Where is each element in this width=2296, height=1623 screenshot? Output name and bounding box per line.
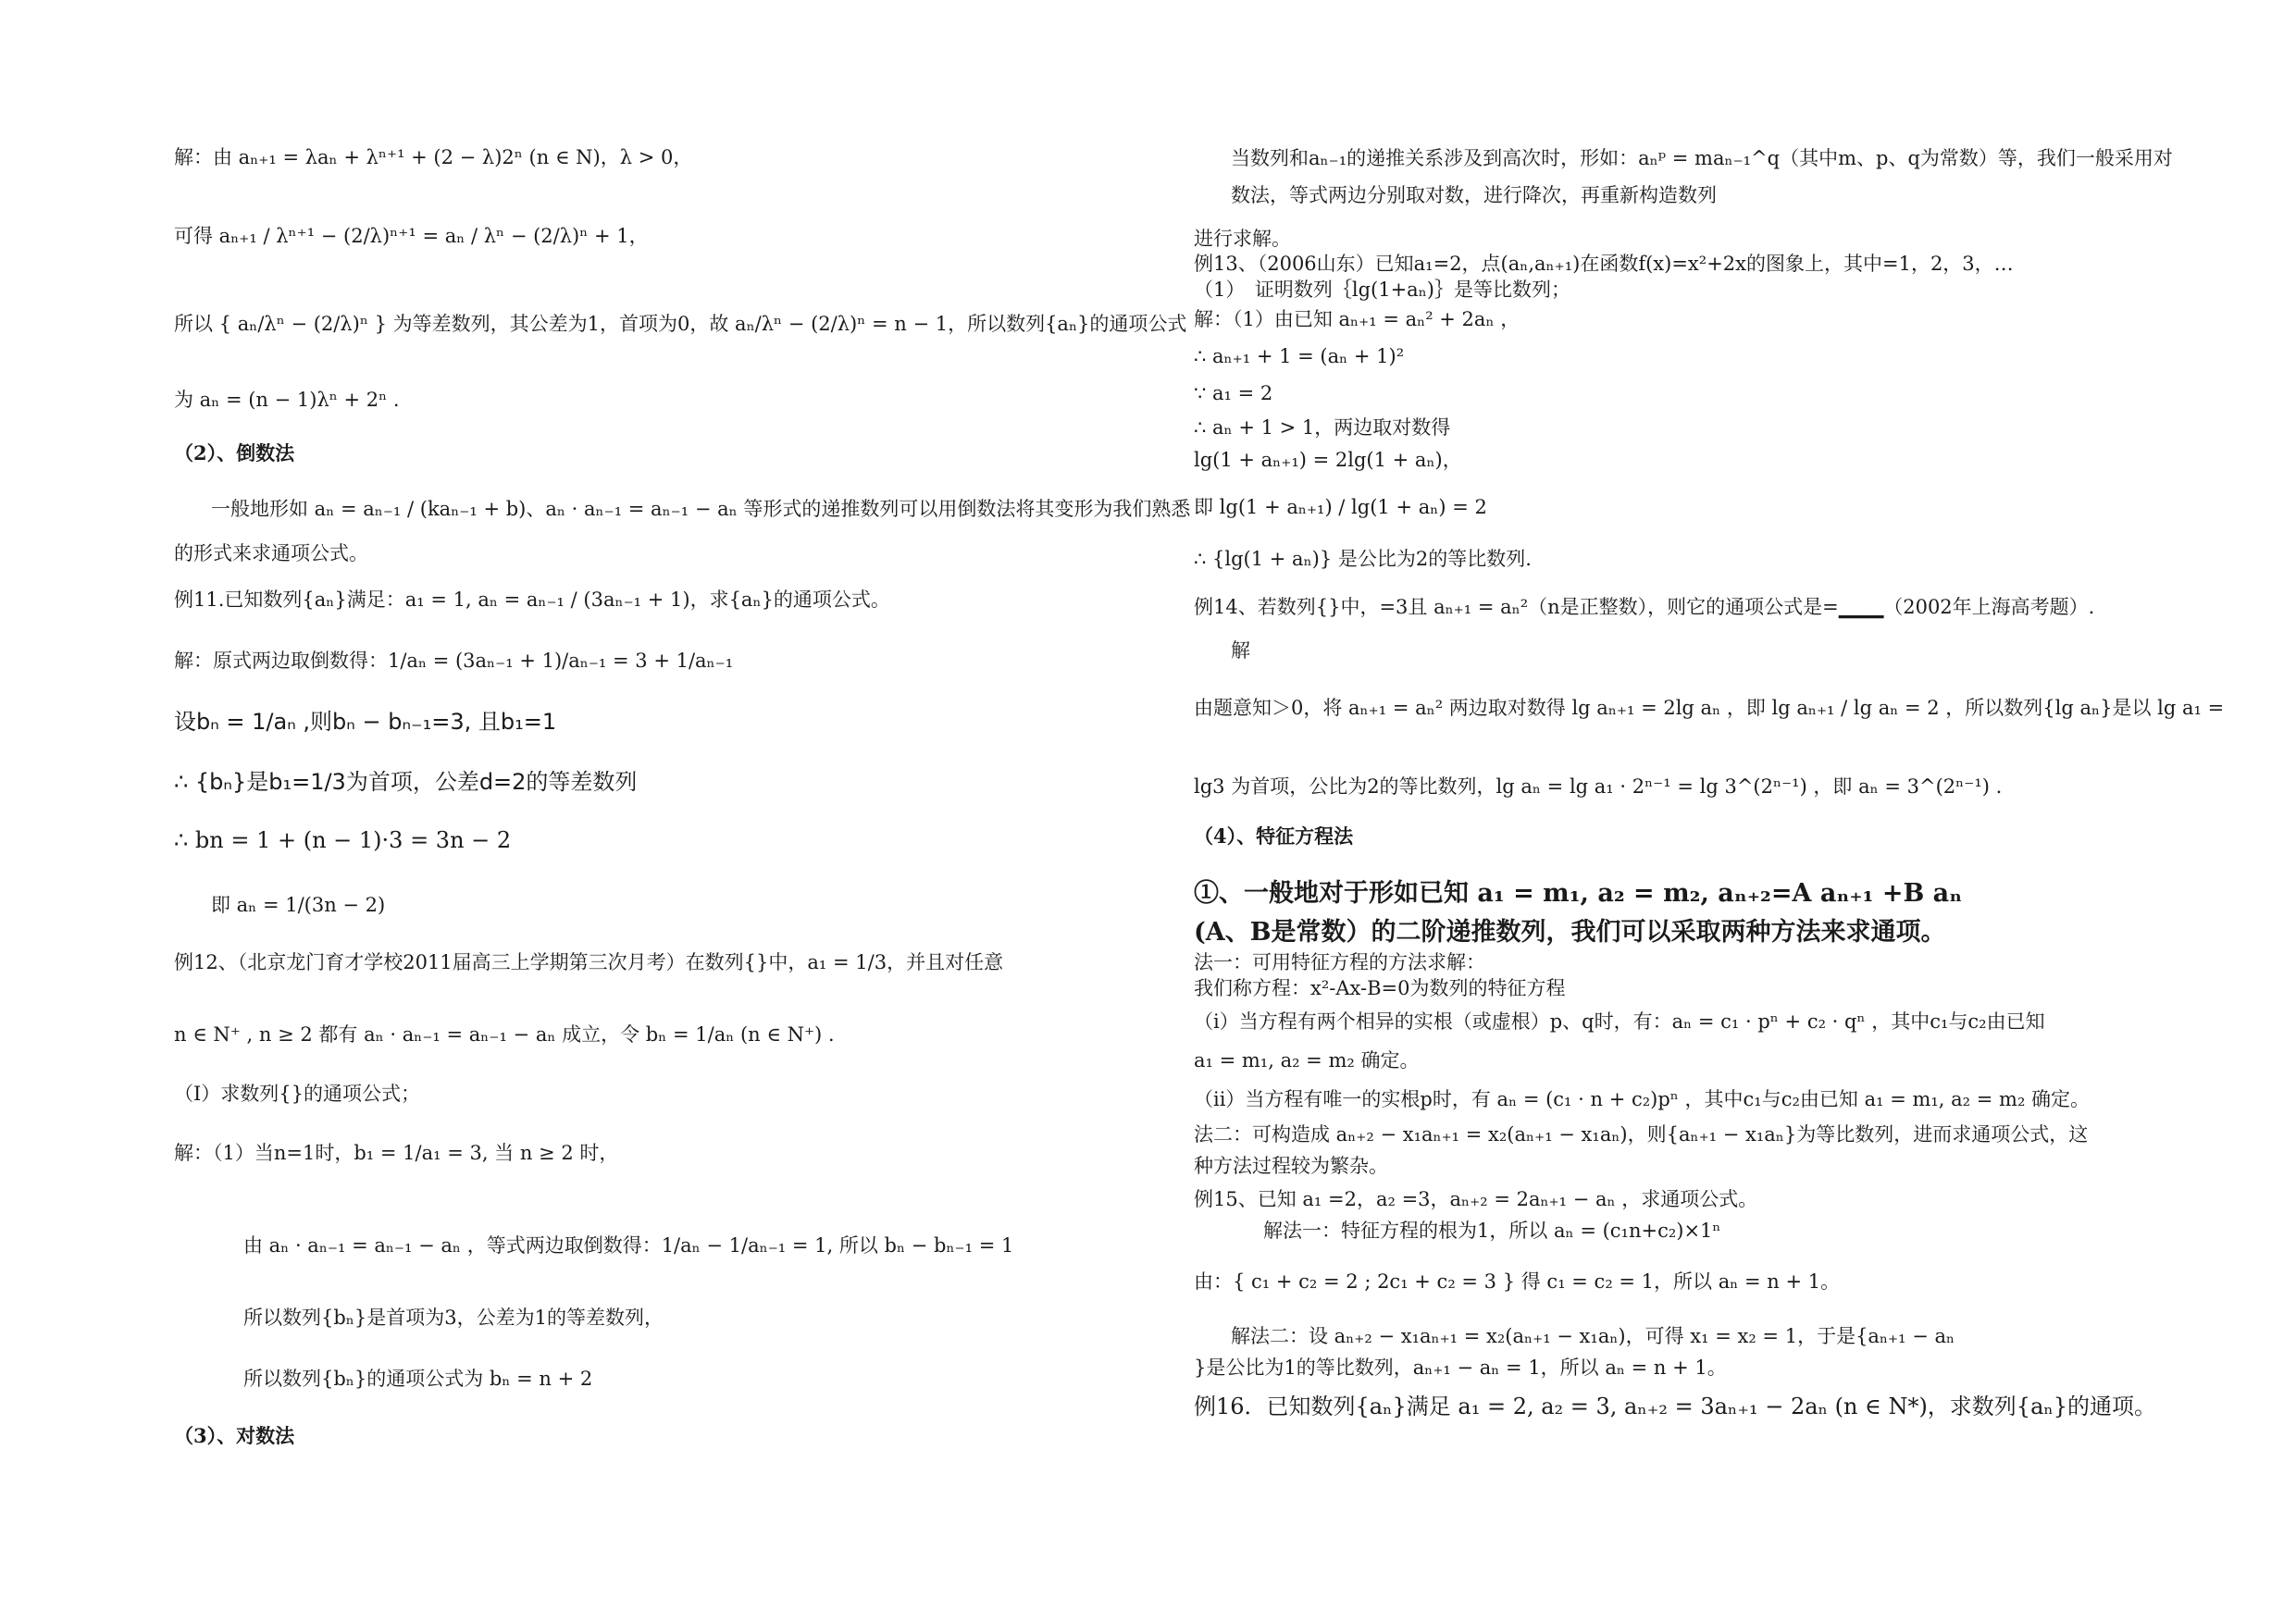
- right-text-line: ∴ aₙ + 1 > 1，两边取对数得: [1194, 416, 1451, 439]
- right-text-line: 例14、若数列{}中，=3且 aₙ₊₁ = aₙ²（n是正整数），则它的通项公式是=▁▁▁（2002年上海高考题）.: [1194, 596, 2095, 618]
- left-text-line: （Ⅰ）求数列{}的通项公式；: [174, 1083, 421, 1105]
- left-text-line: （2）、倒数法: [174, 441, 295, 465]
- left-text-line: 由 aₙ · aₙ₋₁ = aₙ₋₁ − aₙ ，等式两边取倒数得：1/aₙ − 1/aₙ₋₁ = 1, 所以 bₙ − bₙ₋₁ = 1: [243, 1234, 1014, 1257]
- right-text-line: a₁ = m₁, a₂ = m₂ 确定。: [1194, 1049, 1420, 1072]
- right-text-line: lg3 为首项，公比为2的等比数列，lg aₙ = lg a₁ · 2ⁿ⁻¹ = lg 3^(2ⁿ⁻¹) ，即 aₙ = 3^(2ⁿ⁻¹) .: [1194, 775, 2003, 798]
- left-text-line: 例11.已知数列{aₙ}满足：a₁ = 1, aₙ = aₙ₋₁ / (3aₙ₋₁ + 1)，求{aₙ}的通项公式。: [174, 588, 890, 611]
- right-text-line: 法二：可构造成 aₙ₊₂ − x₁aₙ₊₁ = x₂(aₙ₊₁ − x₁aₙ)，则{aₙ₊₁ − x₁aₙ}为等比数列，进而求通项公式，这: [1194, 1123, 2089, 1146]
- right-text-line: 当数列和aₙ₋₁的递推关系涉及到高次时，形如：aₙᵖ = maₙ₋₁^q（其中m、p、q为常数）等，我们一般采用对数法，等式两边分别取对数，进行降次，再重新构造数列: [1231, 147, 2173, 206]
- left-text-line: 可得 aₙ₊₁ / λⁿ⁺¹ − (2/λ)ⁿ⁺¹ = aₙ / λⁿ − (2/λ)ⁿ + 1，: [174, 225, 649, 247]
- right-text-line: 例13、（2006山东）已知a₁=2，点(aₙ,aₙ₊₁)在函数f(x)=x²+2x的图象上，其中=1，2，3，…: [1194, 253, 2014, 275]
- left-text-line: 所以数列{bₙ}是首项为3，公差为1的等差数列，: [243, 1307, 664, 1329]
- right-text-line: 由题意知＞0，将 aₙ₊₁ = aₙ² 两边取对数得 lg aₙ₊₁ = 2lg aₙ ，即 lg aₙ₊₁ / lg aₙ = 2 ，所以数列{lg aₙ}是以 lg a₁ =: [1194, 697, 2225, 719]
- right-text-line: 解法一：特征方程的根为1，所以 aₙ = (c₁n+c₂)×1ⁿ: [1263, 1220, 1721, 1242]
- right-text-line: 我们称方程：x²-Ax-B=0为数列的特征方程: [1194, 977, 1566, 999]
- left-text-line: 的形式来求通项公式。: [174, 542, 368, 564]
- right-text-line: 种方法过程较为繁杂。: [1194, 1155, 1388, 1177]
- left-text-line: 一般地形如 aₙ = aₙ₋₁ / (kaₙ₋₁ + b)、aₙ · aₙ₋₁ = aₙ₋₁ − aₙ 等形式的递推数列可以用倒数法将其变形为我们熟悉: [211, 498, 1191, 520]
- left-text-line: （3）、对数法: [174, 1424, 295, 1447]
- left-text-line: ∴ bn = 1 + (n − 1)·3 = 3n − 2: [174, 827, 512, 853]
- right-text-line: ∵ a₁ = 2: [1194, 382, 1273, 404]
- right-text-line: ∴ aₙ₊₁ + 1 = (aₙ + 1)²: [1194, 345, 1405, 367]
- right-text-line: 解: [1231, 639, 1250, 662]
- left-text-line: 即 aₙ = 1/(3n − 2): [211, 894, 386, 916]
- right-text-line: 即 lg(1 + aₙ₊₁) / lg(1 + aₙ) = 2: [1194, 496, 1487, 518]
- left-text-line: 为 aₙ = (n − 1)λⁿ + 2ⁿ .: [174, 389, 400, 411]
- right-text-line: （1） 证明数列｛lg(1+aₙ)｝是等比数列；: [1194, 279, 1570, 301]
- left-text-line: 解：由 aₙ₊₁ = λaₙ + λⁿ⁺¹ + (2 − λ)2ⁿ (n ∈ N)，λ > 0，: [174, 146, 693, 168]
- left-text-line: 所以数列{bₙ}的通项公式为 bₙ = n + 2: [243, 1368, 593, 1390]
- left-text-line: 所以 { aₙ/λⁿ − (2/λ)ⁿ } 为等差数列，其公差为1，首项为0，故 aₙ/λⁿ − (2/λ)ⁿ = n − 1，所以数列{aₙ}的通项公式: [174, 313, 1187, 335]
- right-text-line: （ii）当方程有唯一的实根p时，有 aₙ = (c₁ · n + c₂)pⁿ ，其中c₁与c₂由已知 a₁ = m₁, a₂ = m₂ 确定。: [1194, 1088, 2091, 1110]
- right-text-line: lg(1 + aₙ₊₁) = 2lg(1 + aₙ)，: [1194, 449, 1462, 471]
- left-text-line: ∴ {bₙ}是b₁=1/3为首项，公差d=2的等差数列: [174, 769, 638, 795]
- left-text-line: 解：原式两边取倒数得：1/aₙ = (3aₙ₋₁ + 1)/aₙ₋₁ = 3 + 1/aₙ₋₁: [174, 650, 734, 672]
- right-text-line: 法一：可用特征方程的方法求解：: [1194, 951, 1485, 973]
- right-text-line: 由：{ c₁ + c₂ = 2 ; 2c₁ + c₂ = 3 } 得 c₁ = c₂ = 1，所以 aₙ = n + 1。: [1194, 1270, 1841, 1293]
- right-text-line: ①、一般地对于形如已知 a₁ = m₁, a₂ = m₂, aₙ₊₂=A aₙ₊₁ +B aₙ: [1194, 879, 1963, 908]
- left-text-line: 解：（1）当n=1时，b₁ = 1/a₁ = 3, 当 n ≥ 2 时，: [174, 1142, 619, 1164]
- right-text-line: (A、B是常数）的二阶递推数列，我们可以采取两种方法来求通项。: [1194, 918, 1946, 947]
- right-text-line: 例15、已知 a₁ =2，a₂ =3，aₙ₊₂ = 2aₙ₊₁ − aₙ ，求通项公式。: [1194, 1188, 1758, 1210]
- left-text-line: n ∈ N⁺ , n ≥ 2 都有 aₙ · aₙ₋₁ = aₙ₋₁ − aₙ 成立，令 bₙ = 1/aₙ (n ∈ N⁺) .: [174, 1023, 835, 1046]
- left-text-line: 设bₙ = 1/aₙ ,则bₙ − bₙ₋₁=3, 且b₁=1: [174, 709, 557, 735]
- right-text-line: 例16．已知数列{aₙ}满足 a₁ = 2, a₂ = 3, aₙ₊₂ = 3aₙ₊₁ − 2aₙ (n ∈ N*)，求数列{aₙ}的通项。: [1194, 1394, 2157, 1419]
- left-text-line: 例12、（北京龙门育才学校2011届高三上学期第三次月考）在数列{}中，a₁ = 1/3，并且对任意: [174, 951, 1004, 973]
- right-text-line: 进行求解。: [1194, 228, 1291, 250]
- right-text-line: （i）当方程有两个相异的实根（或虚根）p、q时，有：aₙ = c₁ · pⁿ + c₂ · qⁿ ，其中c₁与c₂由已知: [1194, 1010, 2045, 1033]
- right-text-line: （4）、特征方程法: [1194, 824, 1354, 848]
- right-text-line: 解：（1）由已知 aₙ₊₁ = aₙ² + 2aₙ ，: [1194, 308, 1520, 330]
- right-text-line: }是公比为1的等比数列，aₙ₊₁ − aₙ = 1，所以 aₙ = n + 1。: [1194, 1357, 1727, 1379]
- right-text-line: ∴ {lg(1 + aₙ)} 是公比为2的等比数列.: [1194, 548, 1532, 570]
- right-text-line: 解法二：设 aₙ₊₂ − x₁aₙ₊₁ = x₂(aₙ₊₁ − x₁aₙ)，可得 x₁ = x₂ = 1，于是{aₙ₊₁ − aₙ: [1231, 1325, 1955, 1347]
